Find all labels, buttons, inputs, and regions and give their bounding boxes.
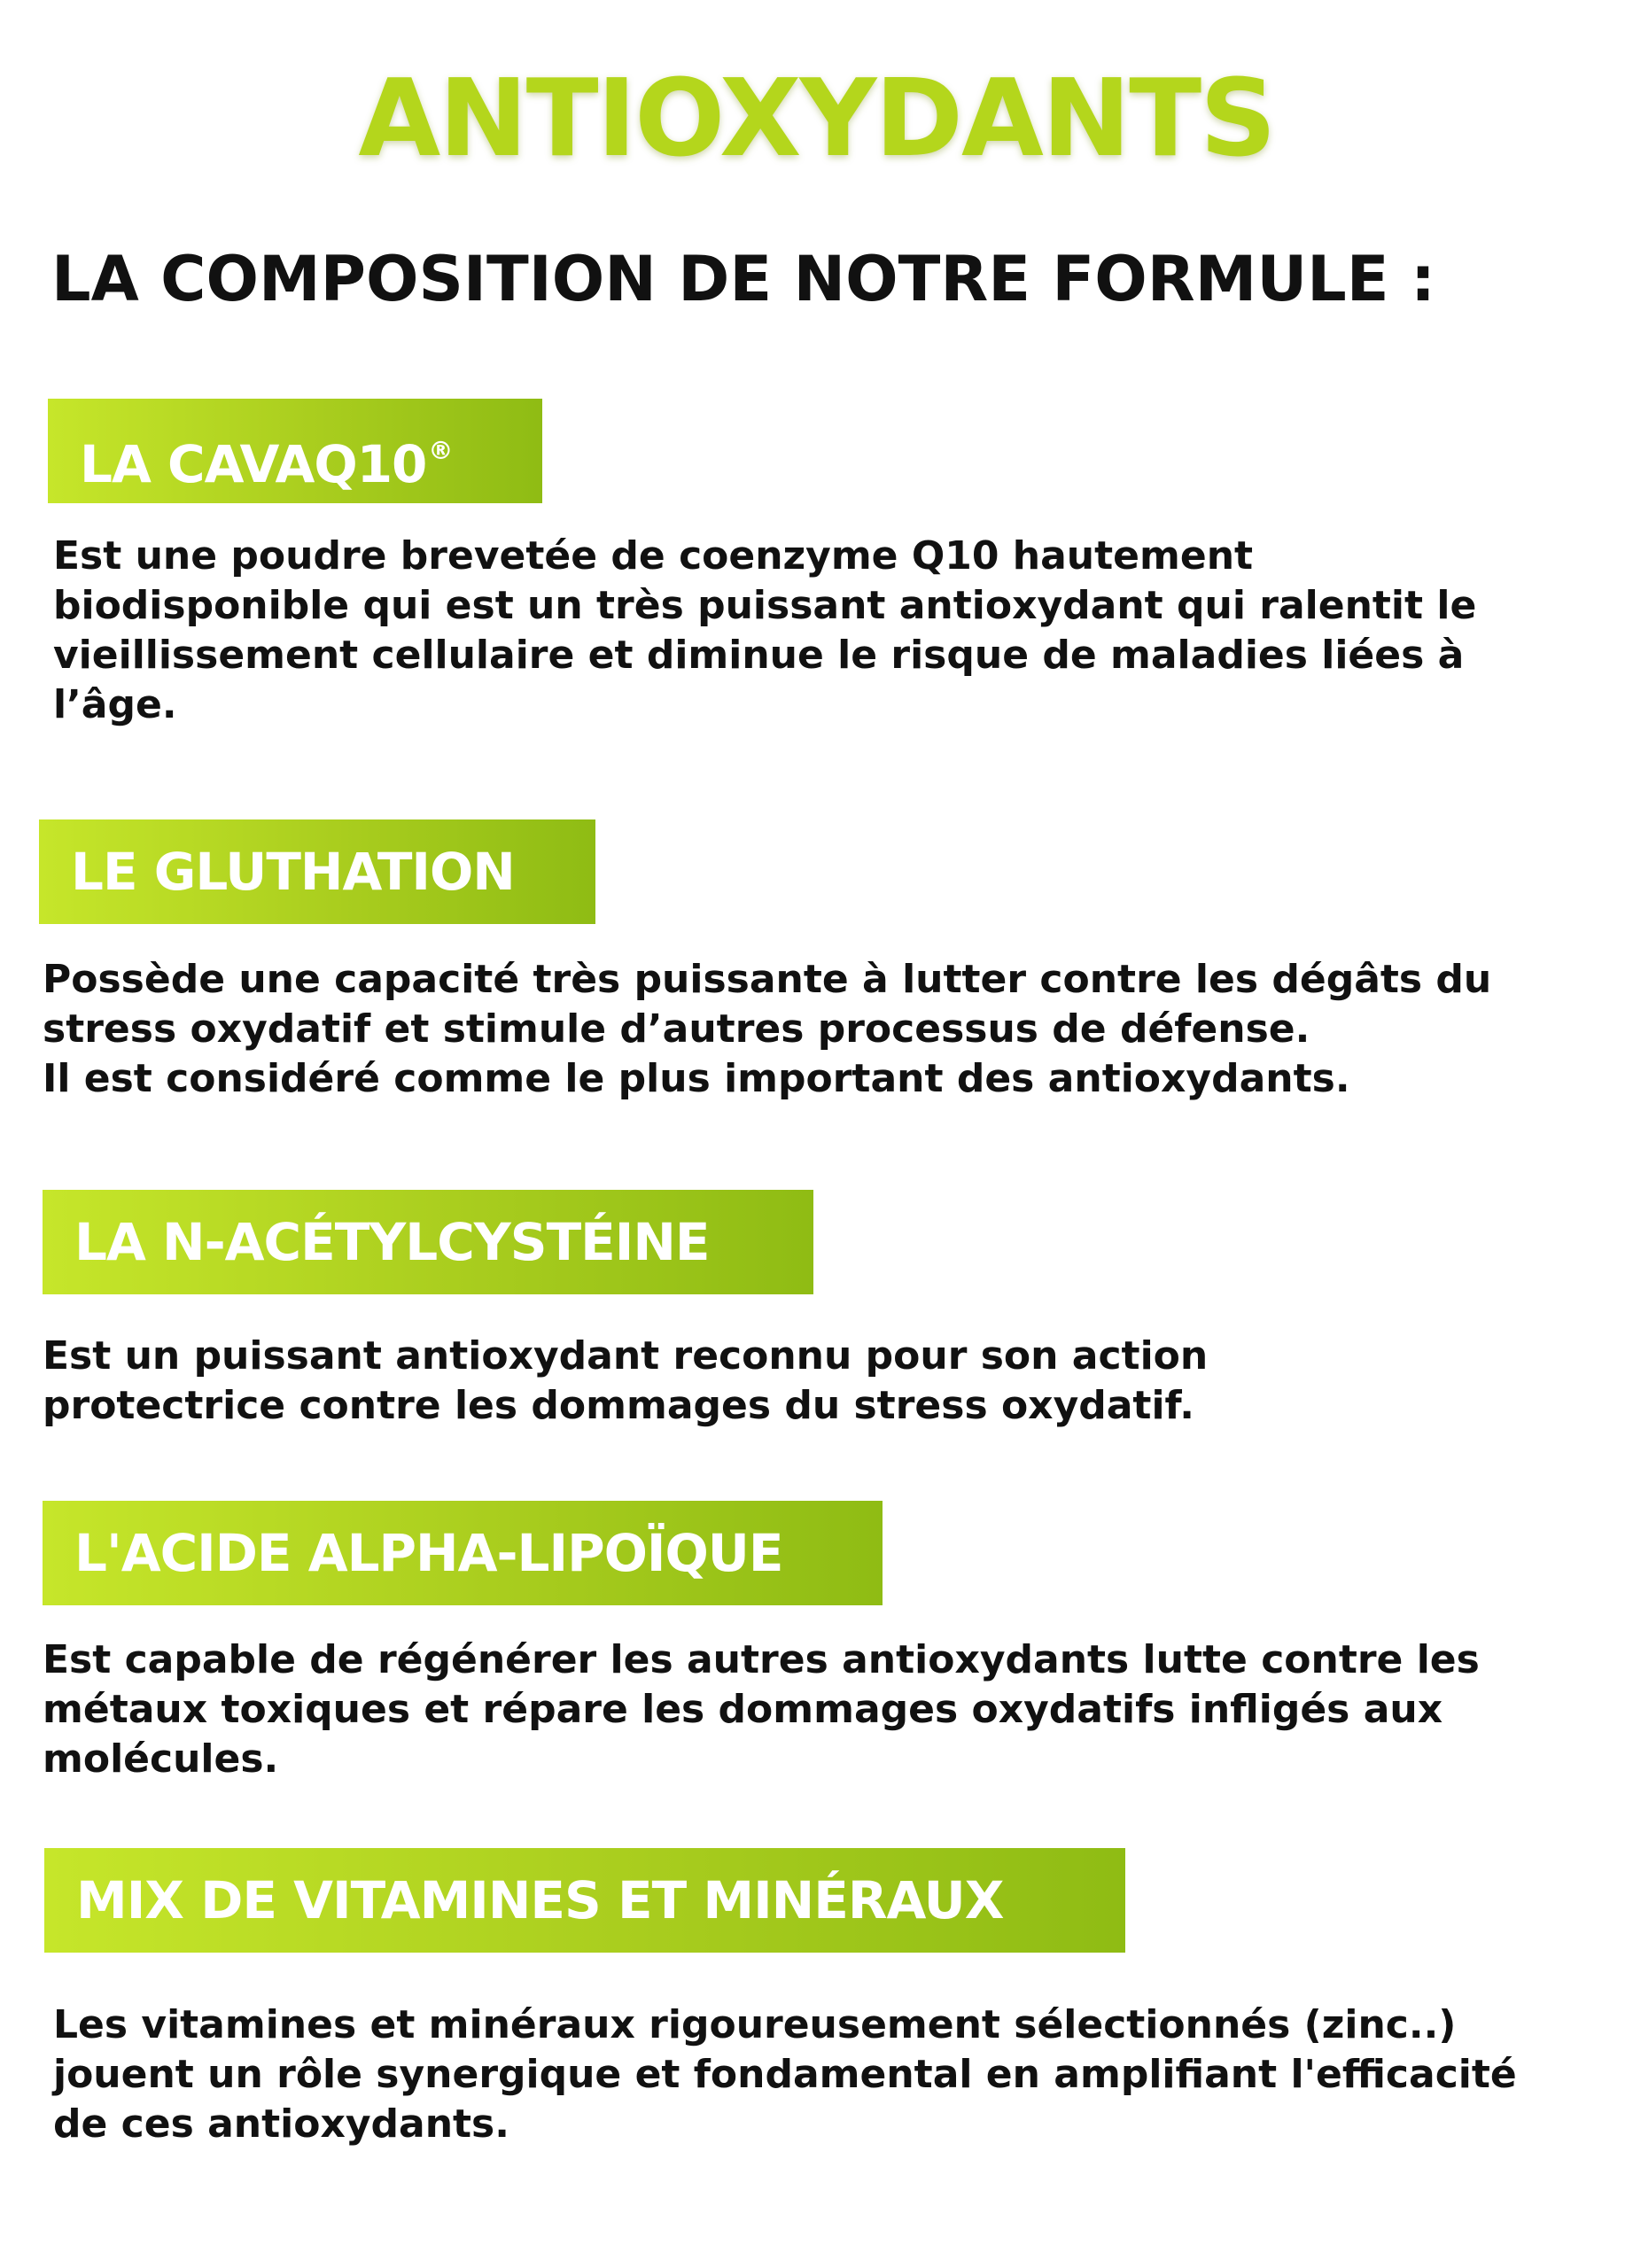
section-label-acide-alpha-lipoique	[43, 1501, 883, 1605]
page-title: ANTIOXYDANTS	[358, 58, 1275, 181]
section-label-text: LA N-ACÉTYLCYSTÉINE	[74, 1212, 710, 1272]
description-line: Les vitamines et minéraux rigoureusement sélectionnés (zinc..)	[53, 2002, 1457, 2047]
section-description-acide-alpha-lipoique	[43, 1635, 1480, 1784]
description-line: Il est considéré comme le plus important des antioxydants.	[43, 1056, 1350, 1101]
description-line: stress oxydatif et stimule d’autres processus de défense.	[43, 1006, 1310, 1052]
page-subtitle: LA COMPOSITION DE NOTRE FORMULE :	[51, 243, 1435, 315]
description-line: l’âge.	[53, 682, 177, 727]
section-description-cavaq10	[53, 532, 1476, 730]
section-label-mix-vitamines	[44, 1848, 1125, 1953]
description-line: Est capable de régénérer les autres antioxydants lutte contre les	[43, 1637, 1480, 1682]
section-label-gluthation	[39, 819, 595, 924]
section-label-text: L'ACIDE ALPHA-LIPOÏQUE	[74, 1523, 783, 1583]
section-label-text: LA CAVAQ10	[80, 434, 427, 494]
description-line: jouent un rôle synergique et fondamental en amplifiant l'efficacité	[53, 2052, 1517, 2097]
section-label-text: LE GLUTHATION	[71, 842, 515, 902]
section-label-n-acetylcysteine	[43, 1190, 813, 1294]
description-line: protectrice contre les dommages du stress oxydatif.	[43, 1383, 1194, 1428]
description-line: biodisponible qui est un très puissant antioxydant qui ralentit le	[53, 583, 1477, 628]
description-line: Est une poudre brevetée de coenzyme Q10 hautement	[53, 533, 1254, 579]
description-line: vieillissement cellulaire et diminue le risque de maladies liées à	[53, 633, 1465, 678]
description-line: de ces antioxydants.	[53, 2101, 509, 2147]
registered-mark: ®	[428, 436, 453, 465]
description-line: Est un puissant antioxydant reconnu pour son action	[43, 1333, 1209, 1379]
description-line: Possède une capacité très puissante à lutter contre les dégâts du	[43, 957, 1492, 1002]
section-description-mix-vitamines	[53, 2000, 1517, 2149]
section-label-cavaq10	[48, 399, 542, 503]
description-line: molécules.	[43, 1736, 279, 1782]
description-line: métaux toxiques et répare les dommages oxydatifs infligés aux	[43, 1687, 1443, 1732]
section-description-gluthation	[43, 955, 1491, 1104]
section-description-n-acetylcysteine	[43, 1332, 1208, 1431]
section-label-text: MIX DE VITAMINES ET MINÉRAUX	[76, 1870, 1004, 1930]
